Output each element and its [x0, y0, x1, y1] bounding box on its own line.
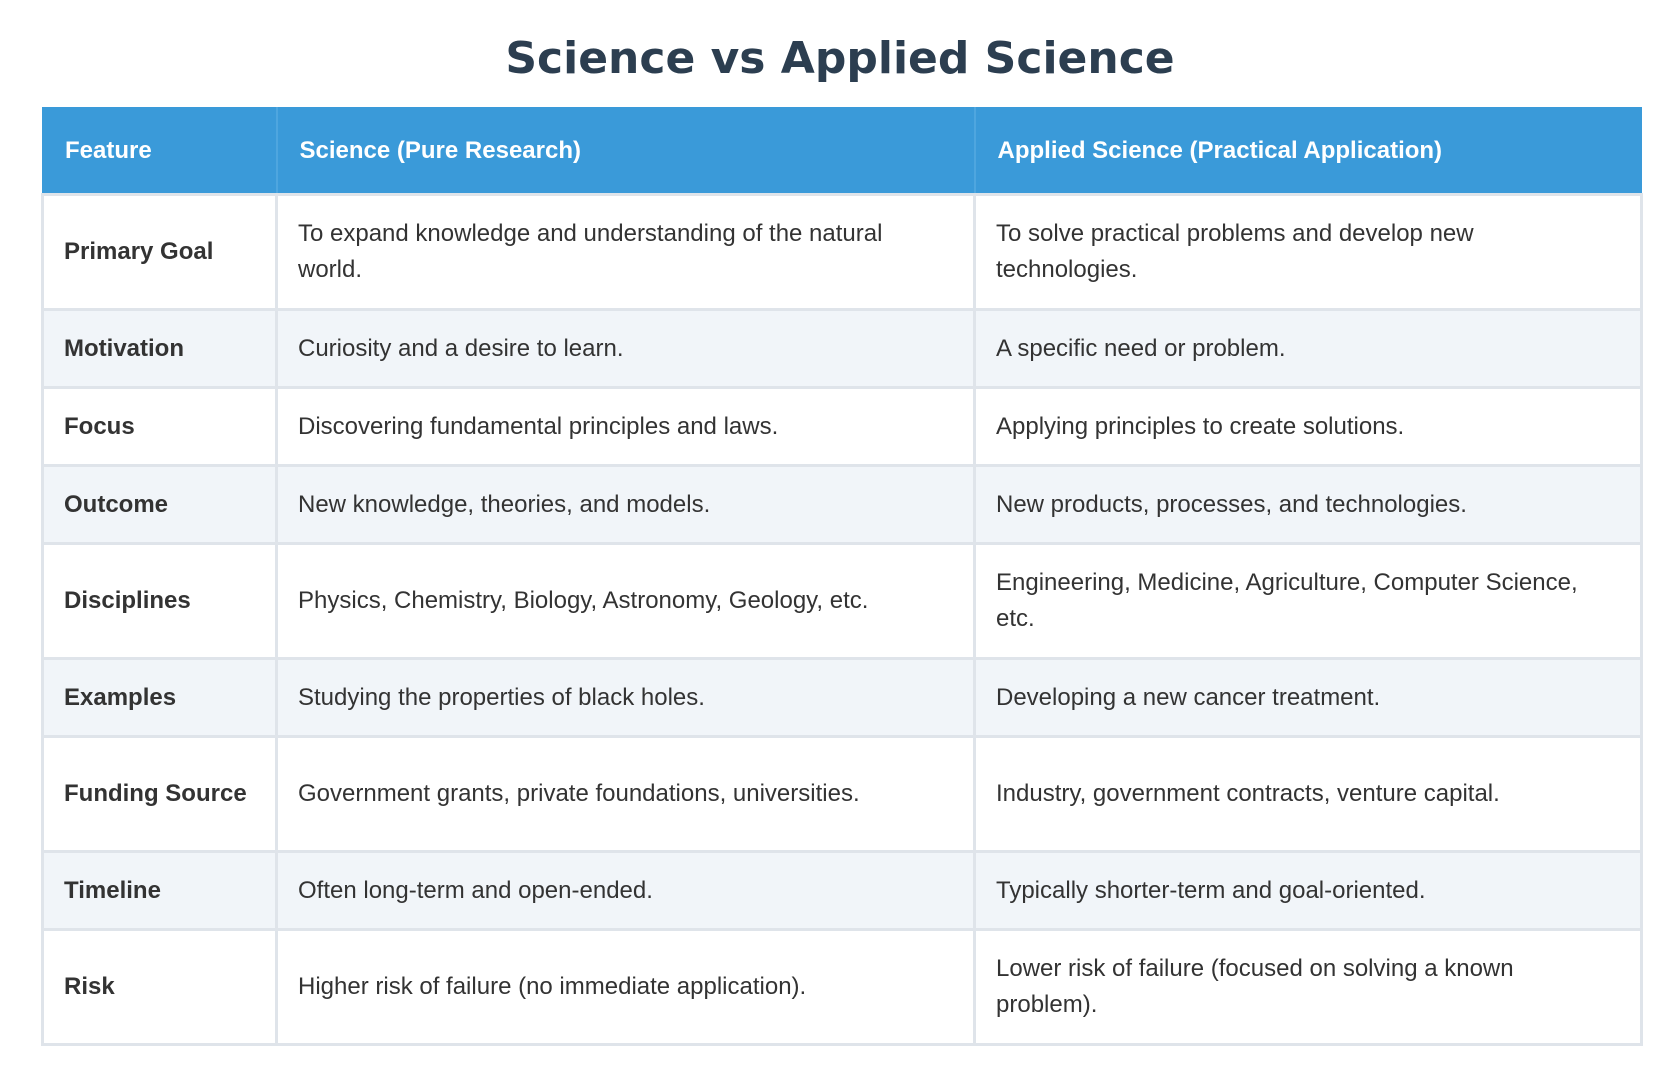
science-cell: Higher risk of failure (no immediate application). [277, 930, 975, 1045]
applied-science-cell: Typically shorter-term and goal-oriented. [975, 852, 1642, 930]
feature-cell: Funding Source [43, 737, 277, 852]
table-body [43, 195, 1642, 1045]
science-cell: Curiosity and a desire to learn. [277, 310, 975, 388]
header-science: Science (Pure Research) [277, 108, 975, 195]
science-cell: Government grants, private foundations, universities. [277, 737, 975, 852]
feature-cell: Timeline [43, 852, 277, 930]
applied-science-cell: Lower risk of failure (focused on solving a known problem). [975, 930, 1642, 1045]
applied-science-cell: Developing a new cancer treatment. [975, 659, 1642, 737]
applied-science-cell: Engineering, Medicine, Agriculture, Computer Science, etc. [975, 544, 1642, 659]
table-row [43, 930, 1642, 1045]
comparison-table [41, 107, 1643, 1046]
header-applied-science: Applied Science (Practical Application) [975, 108, 1642, 195]
feature-cell: Motivation [43, 310, 277, 388]
science-cell: Often long-term and open-ended. [277, 852, 975, 930]
header-row [43, 108, 1642, 195]
applied-science-cell: To solve practical problems and develop new technologies. [975, 195, 1642, 310]
science-cell: Physics, Chemistry, Biology, Astronomy, Geology, etc. [277, 544, 975, 659]
page-title: Science vs Applied Science [505, 33, 1175, 84]
feature-cell: Examples [43, 659, 277, 737]
feature-cell: Focus [43, 388, 277, 466]
feature-cell: Outcome [43, 466, 277, 544]
table-row [43, 310, 1642, 388]
table-row [43, 852, 1642, 930]
applied-science-cell: A specific need or problem. [975, 310, 1642, 388]
applied-science-cell: Industry, government contracts, venture capital. [975, 737, 1642, 852]
applied-science-cell: Applying principles to create solutions. [975, 388, 1642, 466]
science-cell: To expand knowledge and understanding of the natural world. [277, 195, 975, 310]
table-row [43, 659, 1642, 737]
feature-cell: Risk [43, 930, 277, 1045]
table-row [43, 388, 1642, 466]
table-row [43, 195, 1642, 310]
feature-cell: Disciplines [43, 544, 277, 659]
table-header [43, 108, 1642, 195]
science-cell: New knowledge, theories, and models. [277, 466, 975, 544]
applied-science-cell: New products, processes, and technologies. [975, 466, 1642, 544]
science-cell: Discovering fundamental principles and laws. [277, 388, 975, 466]
table-row [43, 466, 1642, 544]
header-feature: Feature [43, 108, 277, 195]
science-cell: Studying the properties of black holes. [277, 659, 975, 737]
table-row [43, 737, 1642, 852]
table-row [43, 544, 1642, 659]
feature-cell: Primary Goal [43, 195, 277, 310]
